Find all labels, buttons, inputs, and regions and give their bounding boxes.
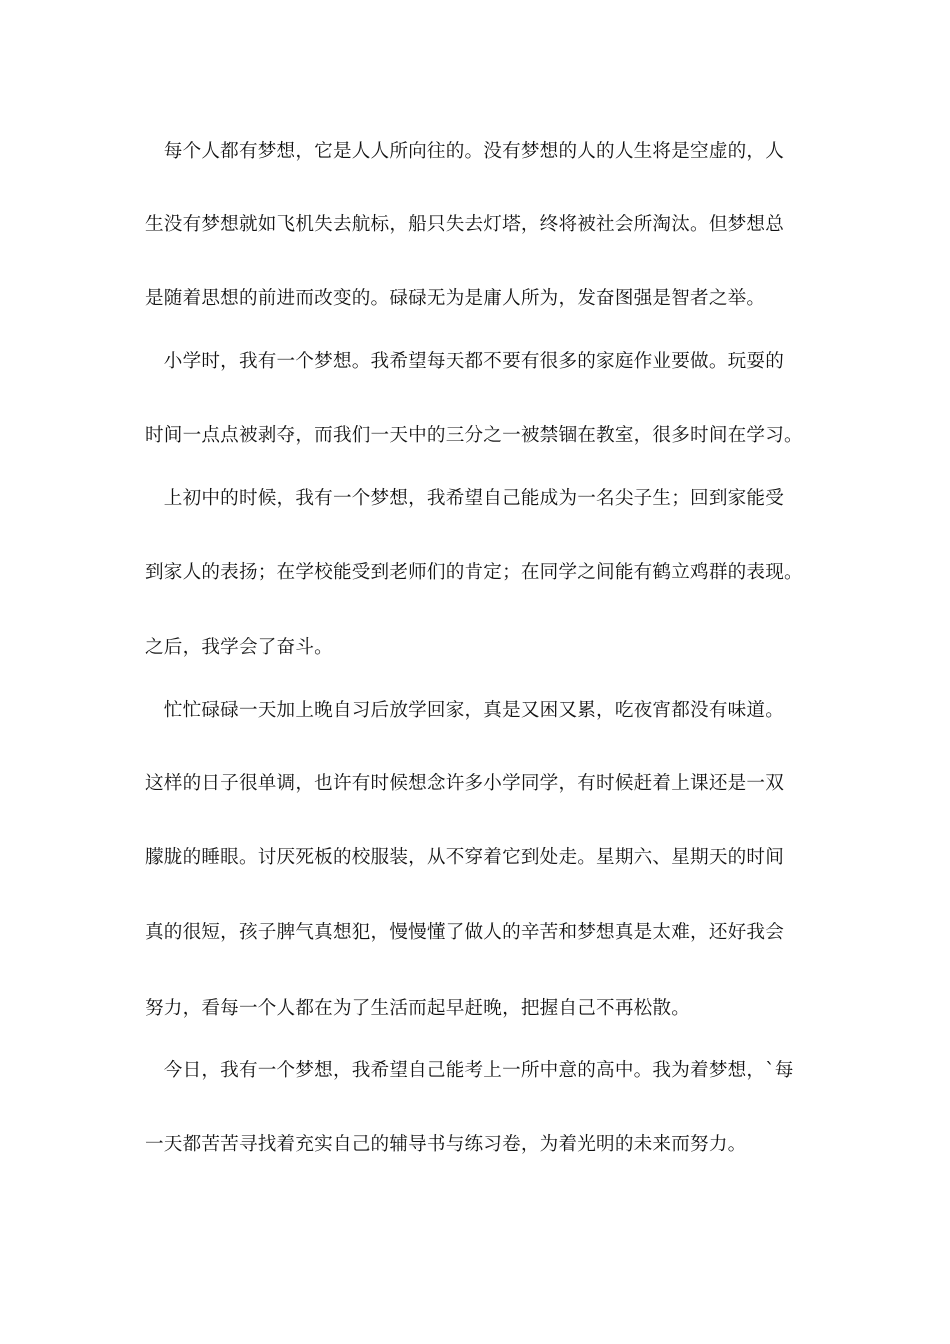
paragraph-2-line-2: 时间一点点被剥夺，而我们一天中的三分之一被禁锢在教室，很多时间在学习。 — [145, 425, 803, 446]
paragraph-1-line-3: 是随着思想的前进而改变的。碌碌无为是庸人所为，发奋图强是智者之举。 — [145, 288, 766, 309]
paragraph-4-line-5: 努力，看每一个人都在为了生活而起早赶晚，把握自己不再松散。 — [145, 998, 691, 1019]
paragraph-3-line-2: 到家人的表扬；在学校能受到老师们的肯定；在同学之间能有鹤立鸡群的表现。 — [145, 562, 803, 583]
paragraph-5-line-1: 今日，我有一个梦想，我希望自己能考上一所中意的高中。我为着梦想，`每 — [145, 1060, 794, 1081]
paragraph-3-line-1: 上初中的时候，我有一个梦想，我希望自己能成为一名尖子生；回到家能受 — [145, 488, 784, 509]
paragraph-4-line-2: 这样的日子很单调，也许有时候想念许多小学同学，有时候赶着上课还是一双 — [145, 773, 784, 794]
paragraph-4-line-1: 忙忙碌碌一天加上晚自习后放学回家，真是又困又累，吃夜宵都没有味道。 — [145, 700, 784, 721]
paragraph-2-line-1: 小学时，我有一个梦想。我希望每天都不要有很多的家庭作业要做。玩耍的 — [145, 351, 784, 372]
paragraph-1-line-1: 每个人都有梦想，它是人人所向往的。没有梦想的人的人生将是空虚的，人 — [145, 141, 784, 162]
paragraph-3-line-3: 之后，我学会了奋斗。 — [145, 637, 333, 658]
paragraph-4-line-3: 朦胧的睡眼。讨厌死板的校服装，从不穿着它到处走。星期六、星期天的时间 — [145, 847, 784, 868]
paragraph-5-line-2: 一天都苦苦寻找着充实自己的辅导书与练习卷，为着光明的未来而努力。 — [145, 1134, 747, 1155]
paragraph-4-line-4: 真的很短，孩子脾气真想犯，慢慢懂了做人的辛苦和梦想真是太难，还好我会 — [145, 922, 784, 943]
paragraph-1-line-2: 生没有梦想就如飞机失去航标，船只失去灯塔，终将被社会所淘汰。但梦想总 — [145, 214, 784, 235]
